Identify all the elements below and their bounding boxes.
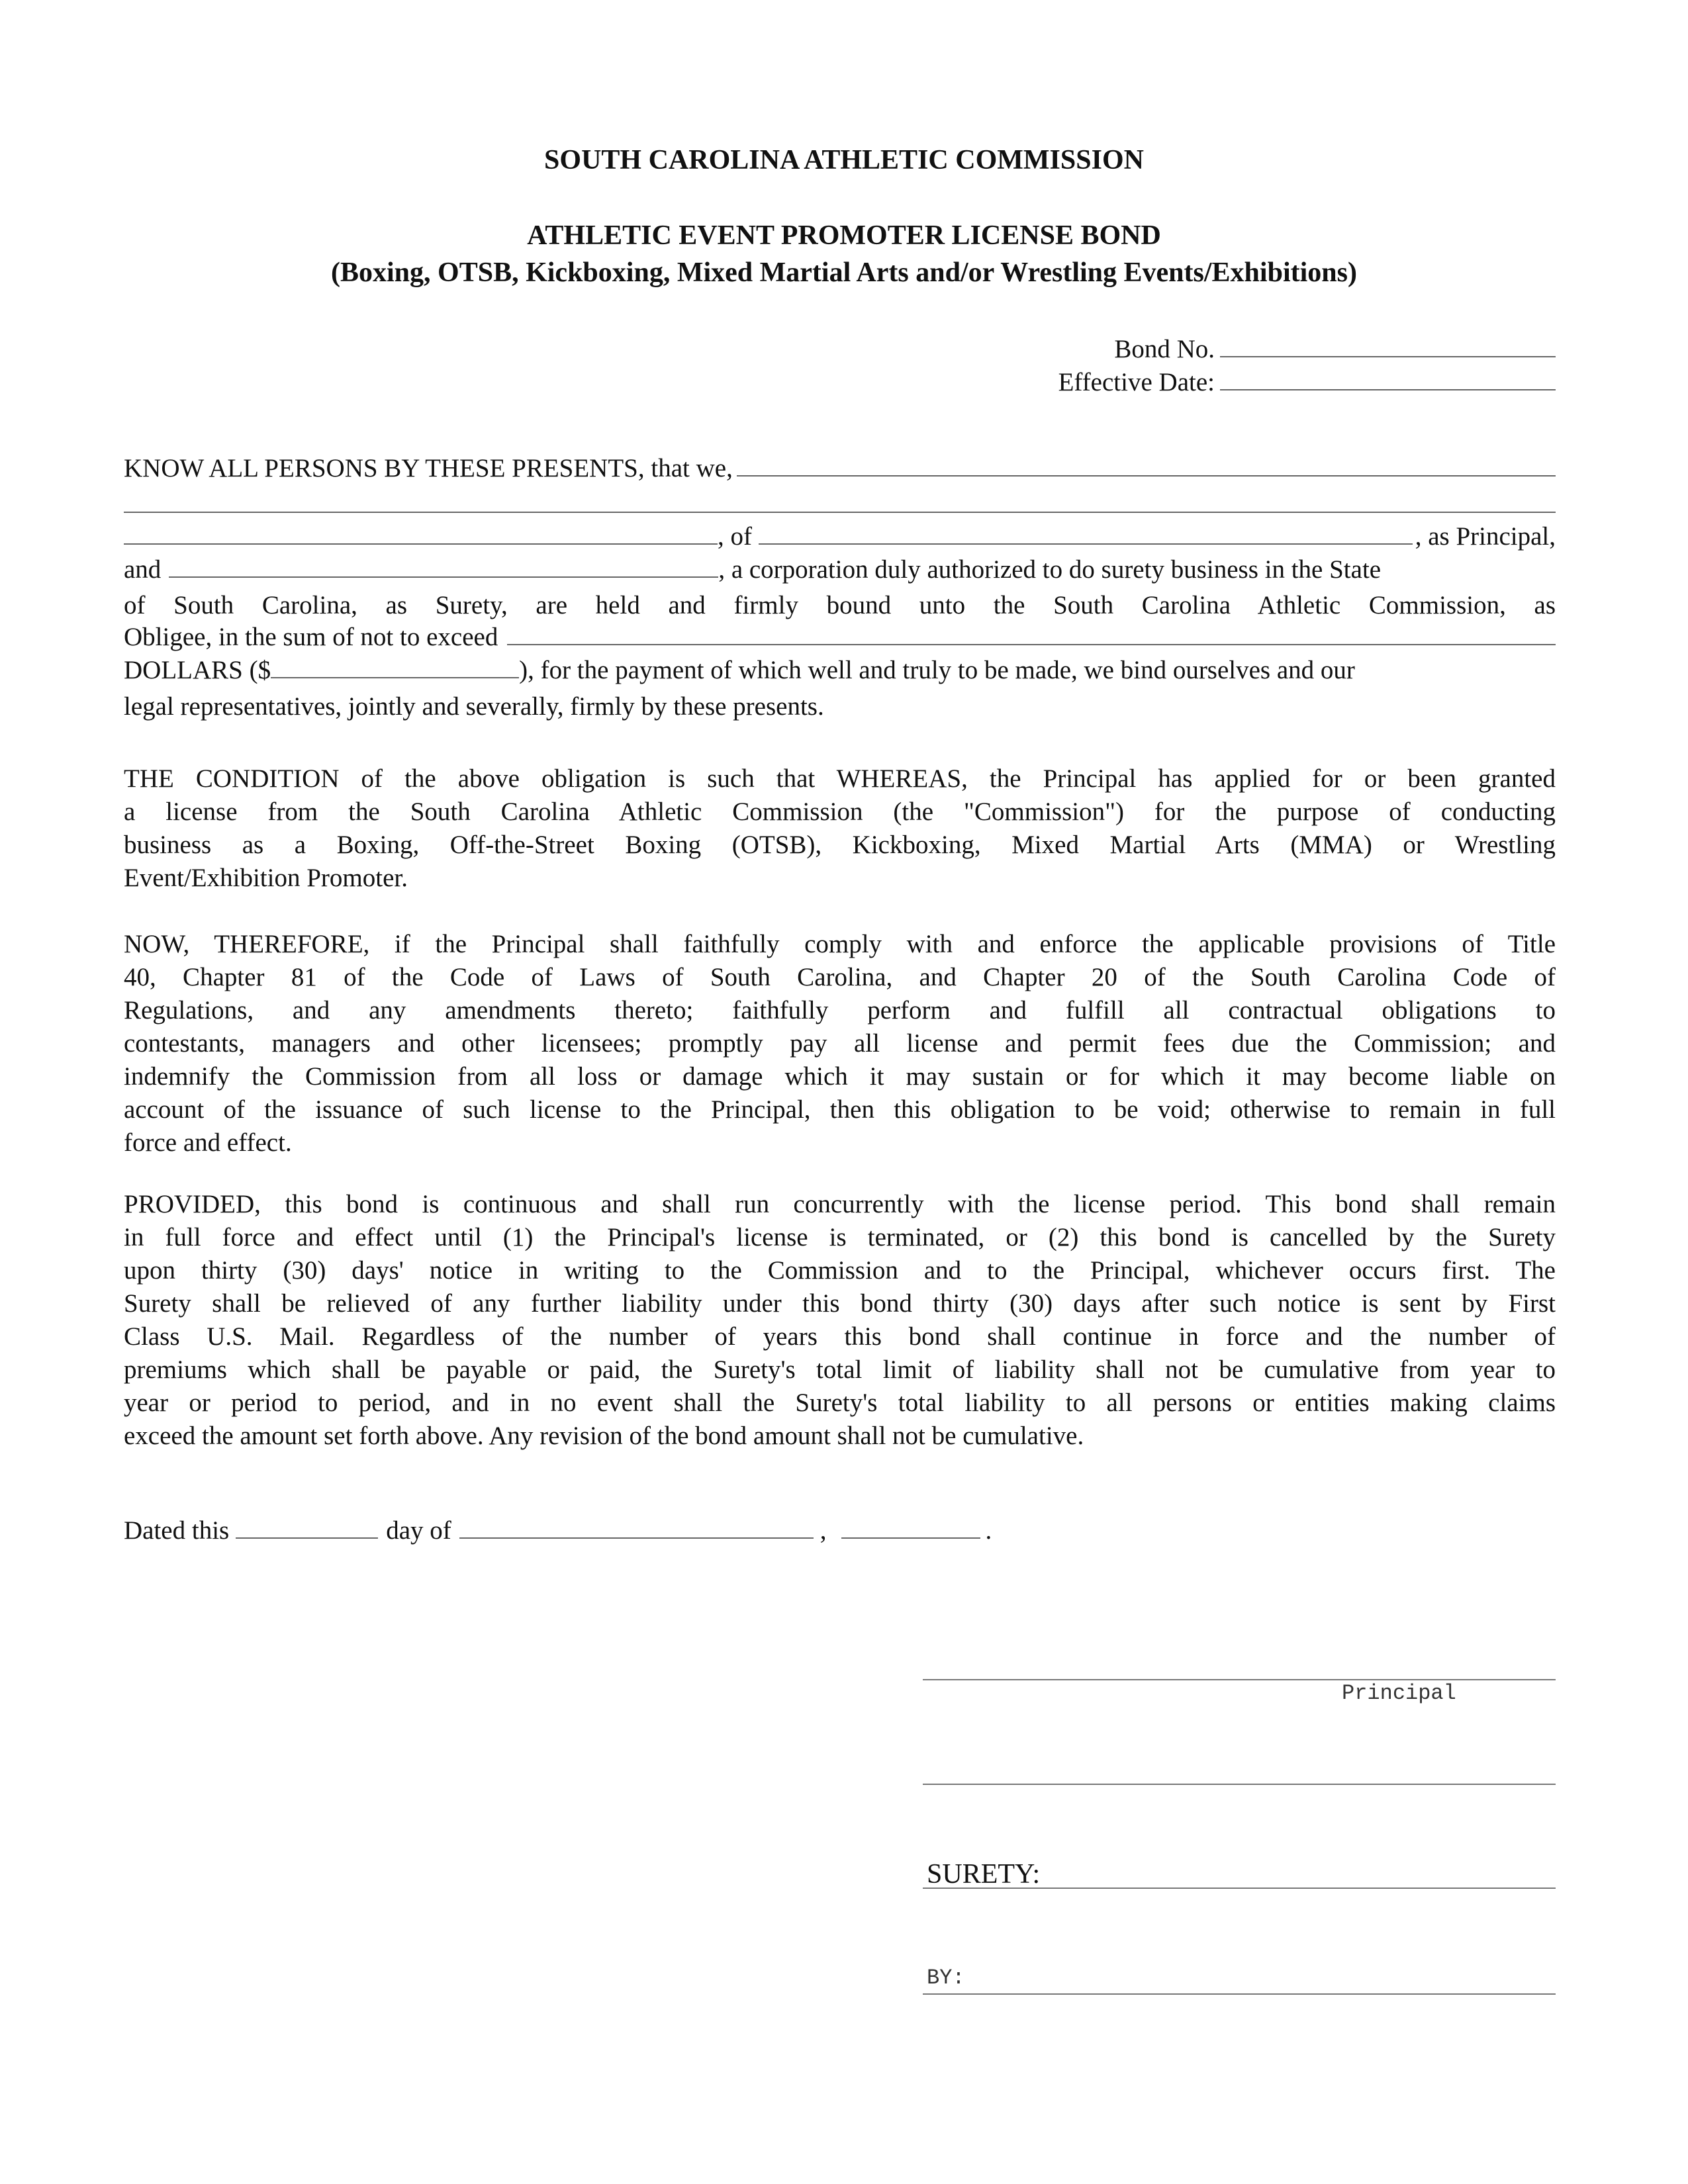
paragraph-line: Regulations, and any amendments thereto; faithfully perform and fulfill all contractual obligations to <box>124 996 1556 1024</box>
principal-name-field-2[interactable] <box>124 512 1556 513</box>
paragraph-line: upon thirty (30) days' notice in writing to the Commission and to the Principal, whichever occurs first. The <box>124 1256 1556 1285</box>
surety-label: SURETY: <box>927 1859 1041 1889</box>
principal-signature-line[interactable] <box>923 1679 1556 1680</box>
principal-name-continued-row <box>124 486 1556 520</box>
of-text: , of <box>718 522 752 551</box>
paragraph-line: Class U.S. Mail. Regardless of the number of years this bond shall continue in force and the number of <box>124 1322 1556 1351</box>
as-principal-text: , as Principal, <box>1415 522 1556 551</box>
bond-no-field[interactable] <box>1220 356 1556 357</box>
know-all-row <box>124 450 1556 483</box>
paragraph-line: in full force and effect until (1) the Principal's license is terminated, or (2) this bond is cancelled by the Surety <box>124 1223 1556 1251</box>
and-text: and <box>124 555 162 584</box>
principal-name-field[interactable] <box>737 475 1556 477</box>
bond-no-row <box>1092 331 1556 364</box>
paragraph-line: exceed the amount set forth above. Any revision of the bond amount shall not be cumulative. <box>124 1422 1084 1450</box>
period-text: . <box>985 1516 992 1545</box>
obligation-line-last: legal representatives, jointly and severally, firmly by these presents. <box>124 692 824 721</box>
paragraph-line: THE CONDITION of the above obligation is such that WHEREAS, the Principal has applied for or been granted <box>124 764 1556 793</box>
paragraph-line: premiums which shall be payable or paid, the Surety's total limit of liability shall not be cumulative from year to <box>124 1355 1556 1384</box>
dated-row <box>124 1512 1051 1545</box>
principal-field-3[interactable] <box>124 543 718 545</box>
paragraph-line: year or period to period, and in no event shall the Surety's total liability to all persons or entities making claims <box>124 1388 1556 1417</box>
principal-address-field[interactable] <box>759 543 1413 545</box>
bond-no-label: Bond No. <box>1114 335 1215 363</box>
paragraph-line: 40, Chapter 81 of the Code of Laws of South Carolina, and Chapter 20 of the South Carolina Code of <box>124 963 1556 991</box>
paragraph-line: force and effect. <box>124 1128 292 1157</box>
know-all-text: KNOW ALL PERSONS BY THESE PRESENTS, that we, <box>124 454 733 482</box>
month-field[interactable] <box>459 1537 814 1539</box>
obligee-text: Obligee, in the sum of not to exceed <box>124 623 498 651</box>
amount-words-field[interactable] <box>507 644 1556 645</box>
dated-this-text: Dated this <box>124 1516 230 1545</box>
surety-signature-line[interactable] <box>923 1888 1556 1889</box>
obligation-line: of South Carolina, as Surety, are held and firmly bound unto the South Carolina Athletic Commission, as <box>124 591 1556 619</box>
payment-text: ), for the payment of which well and truly to be made, we bind ourselves and our <box>519 656 1355 684</box>
paragraph-line: NOW, THEREFORE, if the Principal shall faithfully comply with and enforce the applicable provisions of Title <box>124 930 1556 958</box>
day-of-text: day of <box>386 1516 451 1545</box>
principal-title-line[interactable] <box>923 1784 1556 1785</box>
paragraph-line: contestants, managers and other licensees; promptly pay all license and permit fees due the Commission; and <box>124 1029 1556 1058</box>
dollars-row <box>124 652 1556 685</box>
form-title: ATHLETIC EVENT PROMOTER LICENSE BOND <box>527 220 1161 251</box>
surety-name-field[interactable] <box>169 576 718 578</box>
amount-number-field[interactable] <box>271 677 519 678</box>
paragraph-line: a license from the South Carolina Athletic Commission (the "Commission") for the purpose of conducting <box>124 797 1556 826</box>
by-signature-line[interactable] <box>923 1993 1556 1995</box>
paragraph-line: account of the issuance of such license to the Principal, then this obligation to be void; otherwise to remain in full <box>124 1095 1556 1124</box>
effective-date-field[interactable] <box>1220 389 1556 390</box>
obligee-row <box>124 619 1556 652</box>
paragraph-line: business as a Boxing, Off-the-Street Boxing (OTSB), Kickboxing, Mixed Martial Arts (MMA) or Wrestling <box>124 831 1556 859</box>
paragraph-line: Surety shall be relieved of any further liability under this bond thirty (30) days after such notice is sent by First <box>124 1289 1556 1318</box>
surety-row <box>124 551 1556 584</box>
paragraph-line: PROVIDED, this bond is continuous and shall run concurrently with the license period. This bond shall remain <box>124 1190 1556 1218</box>
principal-label: Principal <box>1342 1681 1456 1706</box>
effective-date-label: Effective Date: <box>1058 368 1215 396</box>
effective-date-row <box>1026 364 1556 397</box>
comma-text: , <box>820 1516 827 1545</box>
form-subtitle: (Boxing, OTSB, Kickboxing, Mixed Martial Arts and/or Wrestling Events/Exhibitions) <box>331 257 1357 288</box>
principal-address-row <box>124 518 1556 551</box>
by-label: BY: <box>927 1966 965 1990</box>
paragraph-line: indemnify the Commission from all loss or damage which it may sustain or for which it may become liable on <box>124 1062 1556 1091</box>
paragraph-line: Event/Exhibition Promoter. <box>124 864 408 892</box>
year-field[interactable] <box>841 1537 980 1539</box>
corporation-text: , a corporation duly authorized to do surety business in the State <box>718 555 1382 584</box>
day-field[interactable] <box>236 1537 378 1539</box>
agency-title: SOUTH CAROLINA ATHLETIC COMMISSION <box>544 145 1144 175</box>
dollars-text: DOLLARS ($ <box>124 656 271 684</box>
